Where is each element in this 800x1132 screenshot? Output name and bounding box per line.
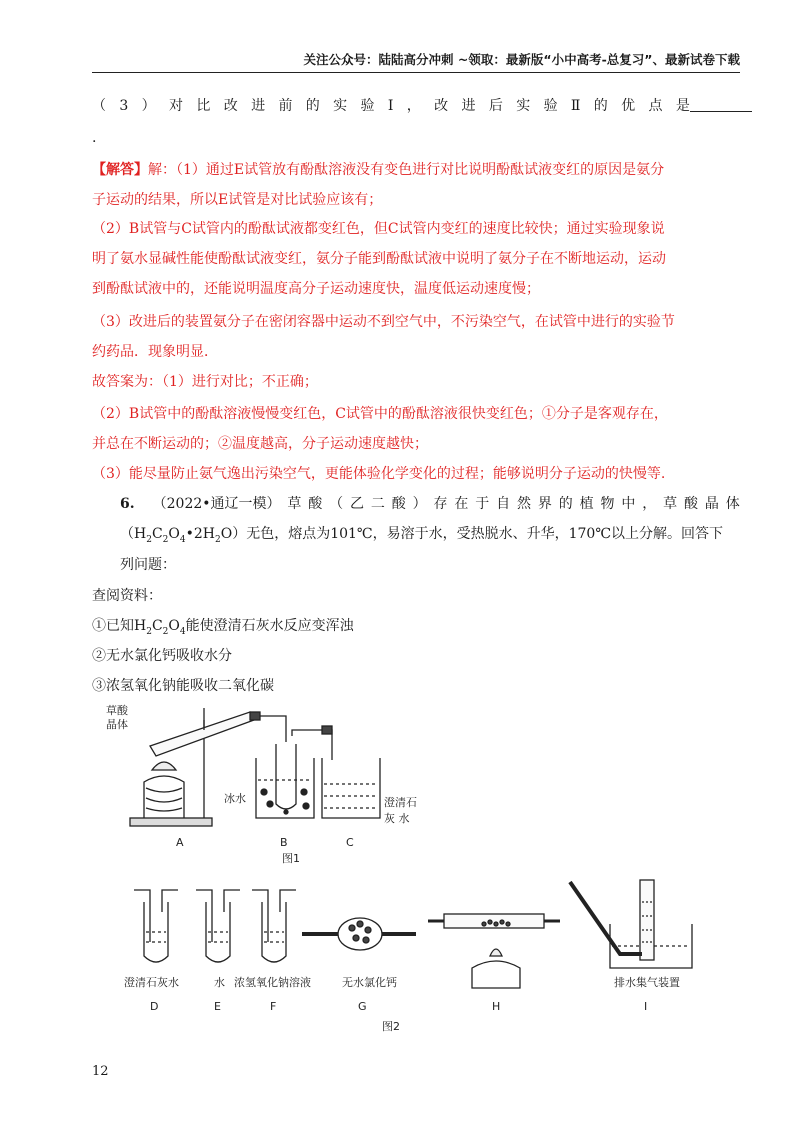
q6-char: 界 bbox=[537, 496, 552, 512]
q6-char: ） bbox=[412, 496, 427, 512]
q3-char: 进 bbox=[251, 98, 266, 114]
answer-p1a bbox=[92, 160, 740, 180]
question-3-text bbox=[92, 96, 690, 116]
answer-p2c: 到酚酞试液中的，还能说明温度高分子运动速度快，温度低运动速度慢； bbox=[92, 281, 540, 297]
f-pre: （H bbox=[120, 526, 147, 542]
label-crystal-2: 晶体 bbox=[106, 718, 128, 731]
burner-flame bbox=[152, 762, 176, 770]
f-post: O）无色，熔点为101℃，易溶于水，受热脱水、升华，170℃以上分解。回答下 bbox=[220, 526, 723, 542]
connector-1 bbox=[250, 712, 260, 720]
q6-char: 二 bbox=[370, 496, 385, 512]
ice-dots bbox=[261, 789, 309, 814]
q3-char: Ⅱ bbox=[570, 98, 581, 114]
label-d-text: 澄清石灰水 bbox=[124, 976, 179, 989]
q6-char: 酸 bbox=[391, 496, 406, 512]
q3-char: 点 bbox=[648, 98, 663, 114]
q3-char: 实 bbox=[516, 98, 531, 114]
answer-f2-cont bbox=[92, 434, 740, 454]
question-6-line2 bbox=[120, 524, 740, 550]
reference-title: 查阅资料： bbox=[92, 588, 162, 604]
lamp-h bbox=[472, 961, 520, 988]
answer-p1a-text: 解：（1）通过E试管放有酚酞溶液没有变色进行对比说明酚酞试液变红的原因是氨分 bbox=[148, 162, 665, 178]
label-A: A bbox=[176, 836, 184, 849]
label-D: D bbox=[150, 1000, 159, 1013]
q3-char: 对 bbox=[169, 98, 183, 114]
q6-char: 晶 bbox=[704, 496, 719, 512]
q3-char: 改 bbox=[434, 98, 449, 114]
answer-f2a: （2）B试管中的酚酞溶液慢慢变红色，C试管中的酚酞溶液很快变红色； bbox=[92, 406, 542, 422]
page-number: 12 bbox=[92, 1064, 109, 1079]
label-lime-2: 灰 水 bbox=[384, 812, 410, 825]
answer-p3a: （3）改进后的装置氨分子在密闭容器中运动不到空气中，不污染空气，在试管中进行的实验节 bbox=[92, 314, 675, 330]
q3-char: 的 bbox=[305, 98, 320, 114]
q3-char: 3 bbox=[119, 98, 129, 114]
q6-char: 的 bbox=[558, 496, 573, 512]
label-C: C bbox=[346, 836, 354, 849]
reference-3: ③浓氢氧化钠能吸收二氧化碳 bbox=[92, 678, 274, 694]
q6-char: 物 bbox=[600, 496, 615, 512]
r1-pre: ①已知H bbox=[92, 618, 147, 634]
label-B: B bbox=[280, 836, 288, 849]
q3-char: ） bbox=[141, 98, 156, 114]
q3-char: Ⅰ bbox=[387, 98, 394, 114]
figure-2-caption: 图2 bbox=[382, 1020, 400, 1033]
r1-s3: 4 bbox=[179, 626, 186, 637]
q6-char: 存 bbox=[433, 496, 448, 512]
figure-2 bbox=[120, 872, 720, 1038]
question-3-end: . bbox=[92, 130, 97, 146]
answer-tag: 【解答】 bbox=[92, 162, 148, 178]
answer-f2c: 并总在不断运动的； bbox=[92, 436, 218, 452]
answer-f3: （3）能尽量防止氨气逸出污染空气，更能体验化学变化的过程；能够说明分子运动的快慢等. bbox=[92, 466, 666, 482]
q3-char: （ bbox=[92, 98, 106, 114]
answer-p2b: 明了氨水显碱性能使酚酞试液变红，氨分子能到酚酞试液中说明了氨分子在不断地运动，运动 bbox=[92, 251, 666, 267]
circle-1: ① bbox=[541, 406, 556, 422]
label-e-text: 水 bbox=[214, 976, 225, 989]
q6-char: 植 bbox=[579, 496, 594, 512]
q3-char: 的 bbox=[593, 98, 608, 114]
tube-f-liquid bbox=[264, 932, 284, 942]
tube-e-pipes bbox=[196, 890, 240, 942]
gas-cylinder bbox=[640, 880, 654, 960]
q6-char: 乙 bbox=[350, 496, 365, 512]
f-s2: 2 bbox=[162, 534, 169, 545]
answer-p2a: （2）B试管与C试管内的酚酞试液都变红色，但C试管内变红的速度比较快；通过实验现象说 bbox=[92, 221, 665, 237]
label-E: E bbox=[214, 1000, 221, 1013]
tube-f-pipes bbox=[252, 890, 296, 942]
q6-char: 在 bbox=[454, 496, 469, 512]
question-3-line bbox=[92, 96, 740, 116]
q6-char: （ bbox=[329, 496, 344, 512]
burner-stripes bbox=[146, 788, 182, 811]
delivery-tube bbox=[570, 882, 642, 954]
q6-char: 于 bbox=[475, 496, 490, 512]
beaker-c bbox=[322, 758, 380, 818]
q3-char: 比 bbox=[196, 98, 211, 114]
q3-char: 验 bbox=[543, 98, 558, 114]
f-o: O bbox=[168, 526, 180, 542]
q3-char: 验 bbox=[360, 98, 375, 114]
r1-s2: 2 bbox=[162, 626, 169, 637]
reference-2: ②无水氯化钙吸收水分 bbox=[92, 648, 232, 664]
label-G: G bbox=[358, 1000, 367, 1013]
answer-blank bbox=[690, 97, 752, 112]
q3-char: 改 bbox=[223, 98, 238, 114]
tube-d-pipes bbox=[134, 890, 178, 942]
q6-char: ， bbox=[642, 496, 657, 512]
label-g-text: 无水氯化钙 bbox=[342, 976, 397, 989]
reference-1 bbox=[92, 616, 740, 642]
question-6-line3: 列问题： bbox=[120, 557, 176, 573]
q3-char: 后 bbox=[488, 98, 503, 114]
q6-char: 自 bbox=[496, 496, 511, 512]
f-mid: •2H bbox=[185, 526, 215, 542]
label-lime-1: 澄清石 bbox=[384, 796, 417, 809]
tube-e-liquid bbox=[208, 932, 228, 942]
label-I: I bbox=[644, 1000, 648, 1013]
r1-s1: 2 bbox=[146, 626, 152, 637]
tube-h bbox=[444, 914, 544, 928]
r1-c: C bbox=[151, 618, 163, 634]
q3-char: 优 bbox=[621, 98, 636, 114]
answer-p3b: 约药品．现象明显． bbox=[92, 344, 218, 360]
answer-f2 bbox=[92, 404, 740, 424]
answer-f2b: 分子是客观存在， bbox=[555, 406, 668, 422]
q6-char: 酸 bbox=[308, 496, 323, 512]
flame-h bbox=[490, 949, 502, 956]
f-c: C bbox=[151, 526, 163, 542]
tube-d-liquid bbox=[146, 932, 166, 942]
q3-char: 是 bbox=[675, 98, 690, 114]
q6-char: 体 bbox=[725, 496, 740, 512]
q3-char: 前 bbox=[278, 98, 293, 114]
stand-base bbox=[130, 818, 212, 826]
page-header: 关注公众号：陆陆高分冲刺 ~领取：最新版“小中高考-总复习”、最新试卷下载 bbox=[303, 52, 740, 67]
r1-post: 能使澄清石灰水反应变浑浊 bbox=[185, 618, 354, 634]
question-6-line1-spread bbox=[120, 494, 740, 514]
answer-p1b: 子运动的结果，所以E试管是对比试验应该有； bbox=[92, 192, 383, 208]
figure-1-caption: 图1 bbox=[282, 852, 300, 865]
q6-char: 酸 bbox=[684, 496, 699, 512]
q6-char: 中 bbox=[621, 496, 636, 512]
label-f-text: 浓氢氧化钠溶液 bbox=[234, 976, 311, 989]
f-s3: 4 bbox=[179, 534, 186, 545]
header-rule bbox=[92, 72, 740, 73]
lime-water bbox=[324, 784, 378, 808]
q6-char: 然 bbox=[517, 496, 532, 512]
answer-final: 故答案为：（1）进行对比；不正确； bbox=[92, 374, 318, 390]
q3-char: ， bbox=[406, 98, 421, 114]
circle-2: ② bbox=[218, 436, 232, 452]
label-H: H bbox=[492, 1000, 501, 1013]
question-6-line1 bbox=[120, 494, 740, 514]
question-6-line1-text bbox=[153, 494, 740, 514]
connector-2 bbox=[322, 726, 332, 734]
question-6-number: 6. bbox=[120, 496, 135, 512]
q6-char: 草 bbox=[287, 496, 302, 512]
u-tube bbox=[276, 744, 296, 809]
answer-f2d: 温度越高，分子运动速度越快； bbox=[232, 436, 428, 452]
label-ice-water: 冰水 bbox=[224, 792, 246, 805]
q6-char: 草 bbox=[663, 496, 678, 512]
label-F: F bbox=[270, 1000, 277, 1013]
tube-a bbox=[150, 712, 254, 756]
q3-char: 进 bbox=[461, 98, 476, 114]
q3-char: 实 bbox=[333, 98, 348, 114]
label-i-text: 排水集气装置 bbox=[614, 976, 680, 989]
f-s4: 2 bbox=[215, 534, 221, 545]
label-crystal-1: 草酸 bbox=[106, 704, 128, 717]
figure-1 bbox=[100, 700, 430, 868]
f-s1: 2 bbox=[146, 534, 152, 545]
burner-body bbox=[144, 776, 184, 818]
q6-char: （2022•通辽一模） bbox=[152, 496, 281, 512]
r1-o: O bbox=[168, 618, 180, 634]
